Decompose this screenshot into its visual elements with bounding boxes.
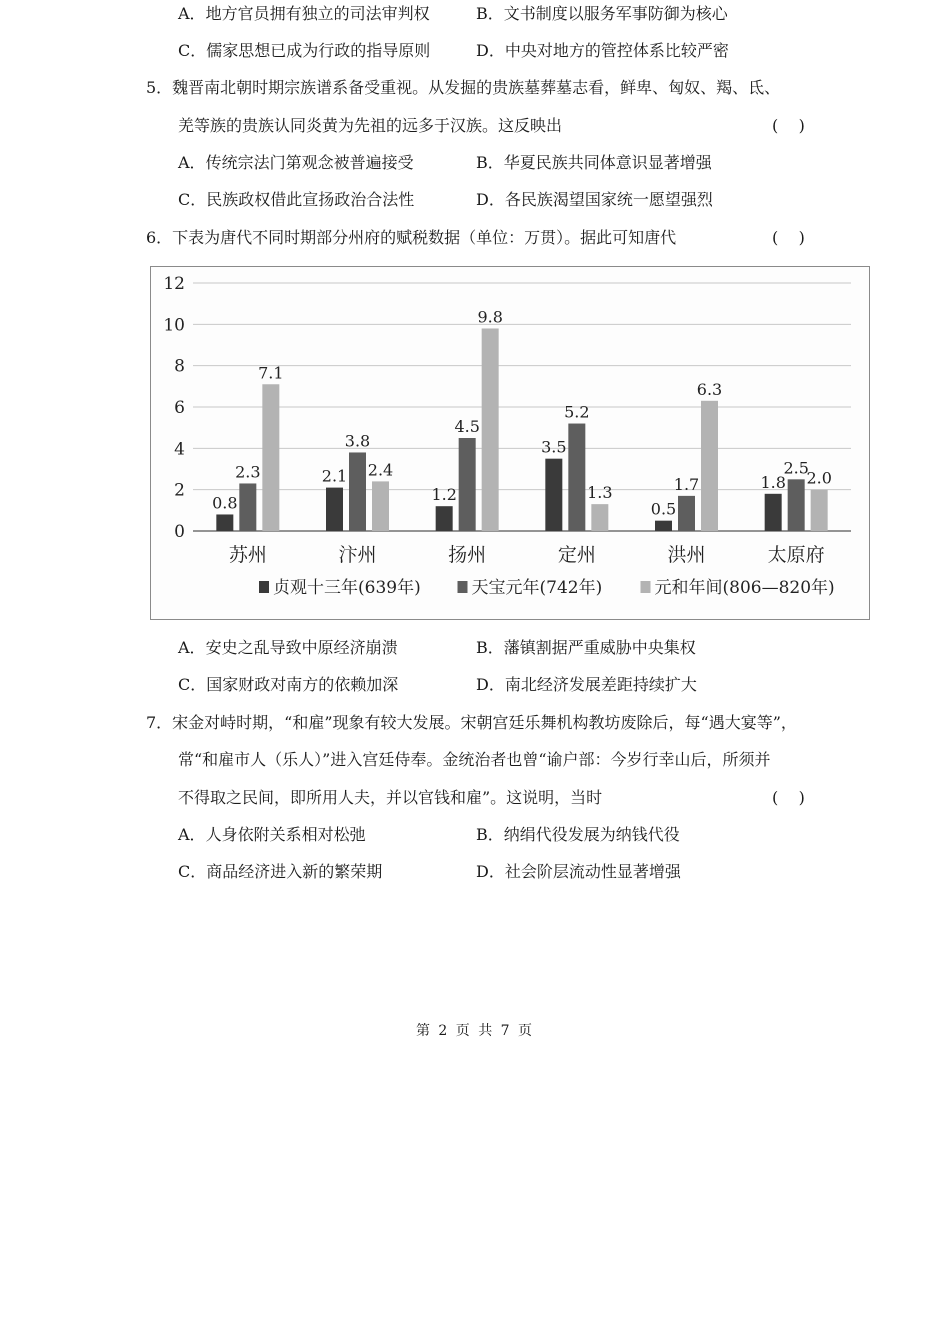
bar-value-label: 1.8 xyxy=(760,472,786,492)
bar-value-label: 2.3 xyxy=(235,462,261,482)
q5-option-d: D．各民族渴望国家统一愿望强烈 xyxy=(476,190,713,209)
q4-option-a: A．地方官员拥有独立的司法审判权 xyxy=(178,4,430,23)
q7-answer-paren: ( ) xyxy=(772,788,805,807)
bar xyxy=(678,496,695,531)
chart-canvas xyxy=(151,267,869,619)
y-tick-label: 10 xyxy=(163,315,185,336)
x-category-label: 汴州 xyxy=(338,544,377,566)
bar xyxy=(568,424,585,531)
bar-value-label: 5.2 xyxy=(564,402,590,422)
bar xyxy=(701,401,718,531)
q7-option-b: B．纳绢代役发展为纳钱代役 xyxy=(476,825,680,844)
x-category-label: 洪州 xyxy=(667,544,706,566)
bar-value-label: 9.8 xyxy=(477,307,503,327)
q7-stem-line3: 不得取之民间，即所用人夫，并以官钱和雇”。这说明，当时 xyxy=(178,788,603,807)
y-tick-label: 0 xyxy=(174,522,185,542)
legend-swatch xyxy=(259,581,269,593)
bar xyxy=(545,459,562,531)
bar-value-label: 4.5 xyxy=(454,417,480,436)
bar-value-label: 2.0 xyxy=(806,468,832,488)
legend-swatch xyxy=(641,581,651,593)
q5-option-b: B．华夏民族共同体意识显著增强 xyxy=(476,153,712,172)
bar xyxy=(765,494,782,531)
q4-option-b: B．文书制度以服务军事防御为核心 xyxy=(476,4,728,23)
q6-option-d: D．南北经济发展差距持续扩大 xyxy=(476,675,697,694)
bar-value-label: 7.1 xyxy=(258,363,284,383)
bar xyxy=(239,483,256,531)
bar-value-label: 2.4 xyxy=(367,460,394,480)
page-number: 第 2 页 共 7 页 xyxy=(415,1023,535,1039)
q7-option-d: D．社会阶层流动性显著增强 xyxy=(476,862,681,881)
q6-stem: 6．下表为唐代不同时期部分州府的赋税数据（单位：万贯）。据此可知唐代 xyxy=(146,228,677,247)
legend-swatch xyxy=(458,581,468,593)
bar-value-label: 3.5 xyxy=(541,437,567,457)
x-category-label: 太原府 xyxy=(767,544,825,566)
q5-stem-line1: 5．魏晋南北朝时期宗族谱系备受重视。从发掘的贵族墓葬墓志看，鲜卑、匈奴、羯、氐、 xyxy=(146,78,781,97)
x-category-label: 定州 xyxy=(557,544,596,566)
tax-bar-chart xyxy=(150,266,870,620)
q6-option-c: C．国家财政对南方的依赖加深 xyxy=(178,675,399,694)
bar xyxy=(811,490,828,531)
y-tick-label: 8 xyxy=(174,356,185,377)
q7-stem-line1: 7．宋金对峙时期，“和雇”现象有较大发展。宋朝宫廷乐舞机构教坊废除后，每“遇大宴等”， xyxy=(146,713,797,732)
legend-label: 贞观十三年(639年) xyxy=(273,578,421,598)
bar xyxy=(788,479,805,531)
bar-value-label: 0.5 xyxy=(650,499,677,519)
x-category-label: 苏州 xyxy=(228,544,267,566)
q4-option-c: C．儒家思想已成为行政的指导原则 xyxy=(178,41,431,60)
bar-value-label: 1.3 xyxy=(587,483,613,503)
bar-value-label: 2.5 xyxy=(783,458,809,478)
bar xyxy=(436,506,453,531)
legend-label: 天宝元年(742年) xyxy=(471,578,603,598)
bar xyxy=(262,384,279,531)
q4-option-d: D．中央对地方的管控体系比较严密 xyxy=(476,41,729,60)
y-tick-label: 2 xyxy=(174,480,185,501)
bar xyxy=(216,514,233,531)
bar xyxy=(655,521,672,531)
legend-label: 元和年间(806—820年) xyxy=(654,578,835,598)
bar xyxy=(326,488,343,531)
q5-option-a: A．传统宗法门第观念被普遍接受 xyxy=(178,153,414,172)
x-category-label: 扬州 xyxy=(448,544,487,566)
bar xyxy=(372,481,389,531)
bar-value-label: 0.8 xyxy=(212,493,238,513)
bar-value-label: 6.3 xyxy=(696,379,723,399)
q7-option-c: C．商品经济进入新的繁荣期 xyxy=(178,862,383,881)
bar-value-label: 1.2 xyxy=(431,485,457,505)
y-tick-label: 4 xyxy=(174,439,185,460)
q5-option-c: C．民族政权借此宣扬政治合法性 xyxy=(178,190,415,209)
q7-option-a: A．人身依附关系相对松弛 xyxy=(178,825,366,844)
y-tick-label: 12 xyxy=(163,274,185,294)
bar-value-label: 3.8 xyxy=(344,431,371,451)
q5-answer-paren: ( ) xyxy=(772,116,805,135)
bar xyxy=(459,438,476,531)
q6-option-a: A．安史之乱导致中原经济崩溃 xyxy=(178,638,398,657)
y-tick-label: 6 xyxy=(174,398,185,418)
bar xyxy=(591,504,608,531)
q5-stem-line2: 羌等族的贵族认同炎黄为先祖的远多于汉族。这反映出 xyxy=(178,116,563,135)
bar-value-label: 1.7 xyxy=(673,474,700,494)
bar xyxy=(482,328,499,531)
q6-option-b: B．藩镇割据严重威胁中央集权 xyxy=(476,638,696,657)
bar xyxy=(349,452,366,531)
q6-answer-paren: ( ) xyxy=(772,228,805,247)
bar-value-label: 2.1 xyxy=(321,466,348,486)
q7-stem-line2: 常“和雇市人（乐人）”进入宫廷侍奉。金统治者也曾“谕户部：今岁行幸山后，所须并 xyxy=(178,750,771,769)
